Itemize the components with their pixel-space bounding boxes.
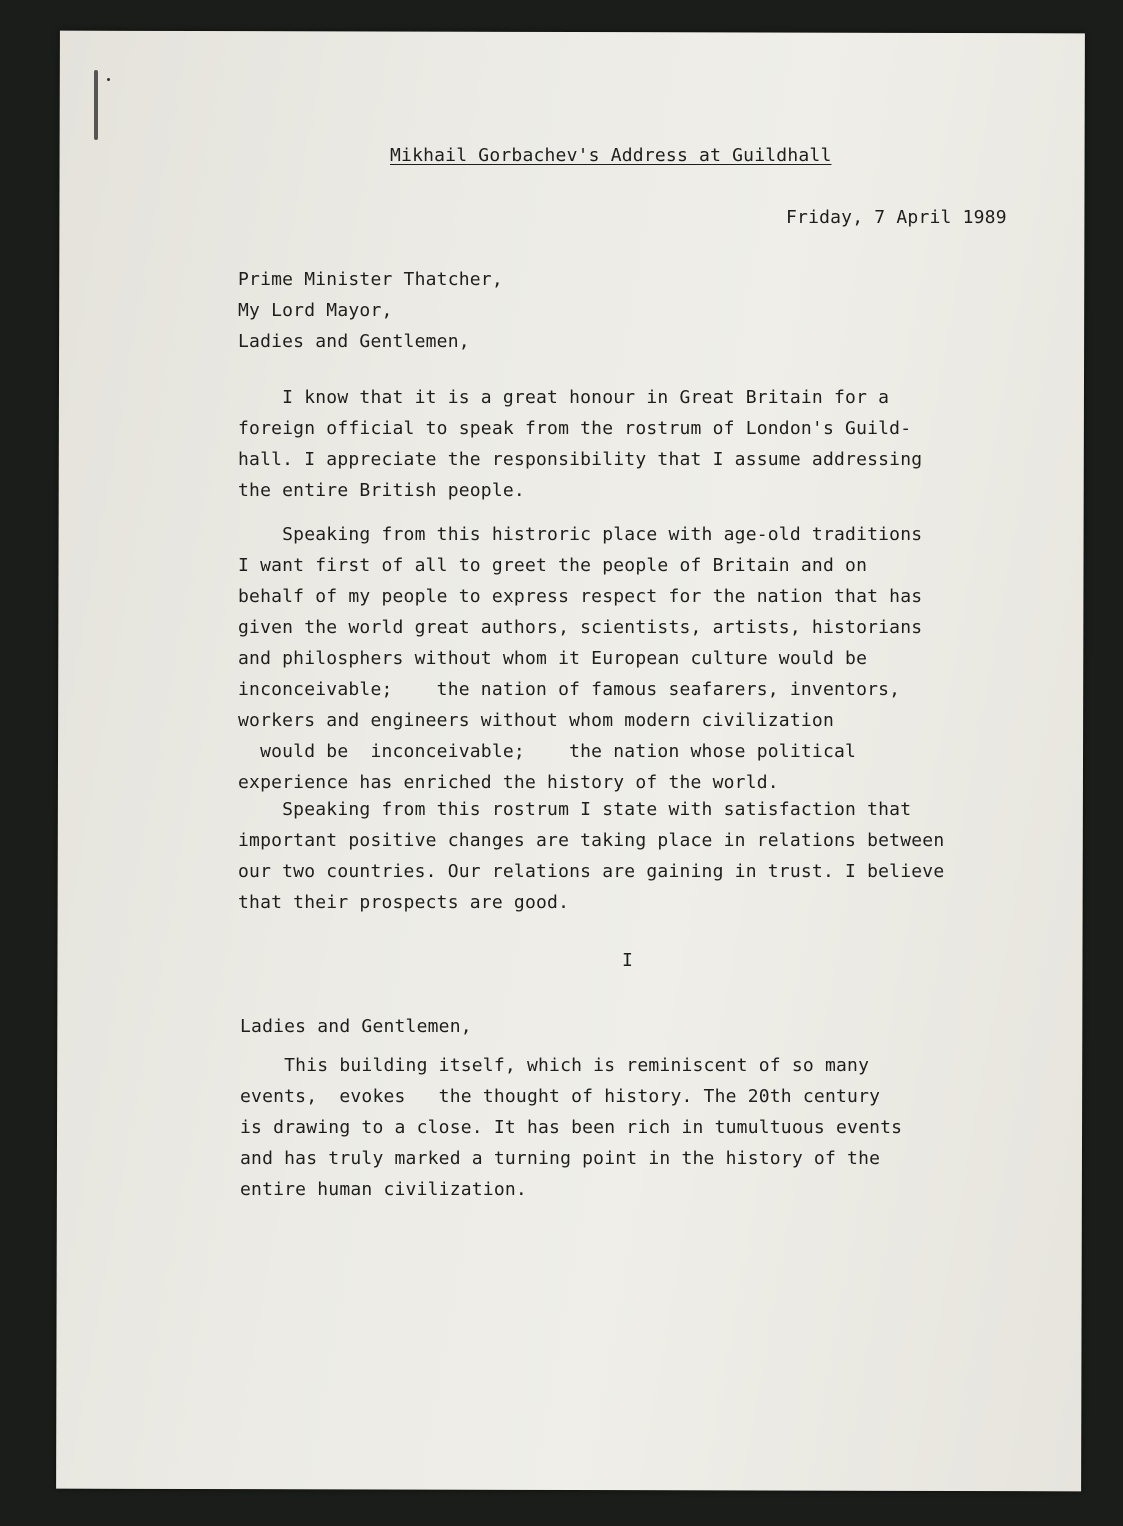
document-title: Mikhail Gorbachev's Address at Guildhall [390,145,832,166]
text-line: I want first of all to greet the people of Britain and on [238,555,868,576]
text-line: would be inconceivable; the nation whose political [238,741,857,762]
text-line: is drawing to a close. It has been rich in tumultuous events [240,1117,903,1138]
text-line: hall. I appreciate the responsibility that I assume addressing [238,449,923,470]
staple-mark [94,70,98,140]
section-numeral: I [622,950,634,971]
text-line: our two countries. Our relations are gaining in trust. I believe [238,861,945,882]
paragraph-3 [238,794,944,918]
text-line: I know that it is a great honour in Great Britain for a [238,387,890,408]
text-line: Speaking from this rostrum I state with satisfaction that [238,799,912,820]
section-salutation: Ladies and Gentlemen, [240,1016,472,1037]
text-line: inconceivable; the nation of famous seafarers, inventors, [238,679,901,700]
text-line: This building itself, which is reminiscent of so many [240,1055,870,1076]
text-line: the entire British people. [238,480,525,501]
text-line: Speaking from this histroric place with age-old traditions [238,524,923,545]
text-line: and has truly marked a turning point in the history of the [240,1148,881,1169]
text-line: and philosphers without whom it European culture would be [238,648,868,669]
text-line: given the world great authors, scientists, artists, historians [238,617,923,638]
salutation-line: My Lord Mayor, [238,300,393,321]
text-line: experience has enriched the history of the world. [238,772,779,793]
staple-hole [107,78,110,81]
text-line: foreign official to speak from the rostrum of London's Guild- [238,418,912,439]
text-line: that their prospects are good. [238,892,570,913]
text-line: behalf of my people to express respect for the nation that has [238,586,923,607]
text-line: important positive changes are taking place in relations between [238,830,945,851]
paragraph-2 [238,519,922,798]
text-line: events, evokes the thought of history. The 20th century [240,1086,881,1107]
paragraph-1 [238,382,922,506]
document-date: Friday, 7 April 1989 [786,207,1007,228]
salutation-block [238,264,503,357]
paragraph-4 [240,1050,902,1205]
text-line: workers and engineers without whom modern civilization [238,710,834,731]
salutation-line: Prime Minister Thatcher, [238,269,503,290]
text-line: entire human civilization. [240,1179,527,1200]
salutation-line: Ladies and Gentlemen, [238,331,470,352]
